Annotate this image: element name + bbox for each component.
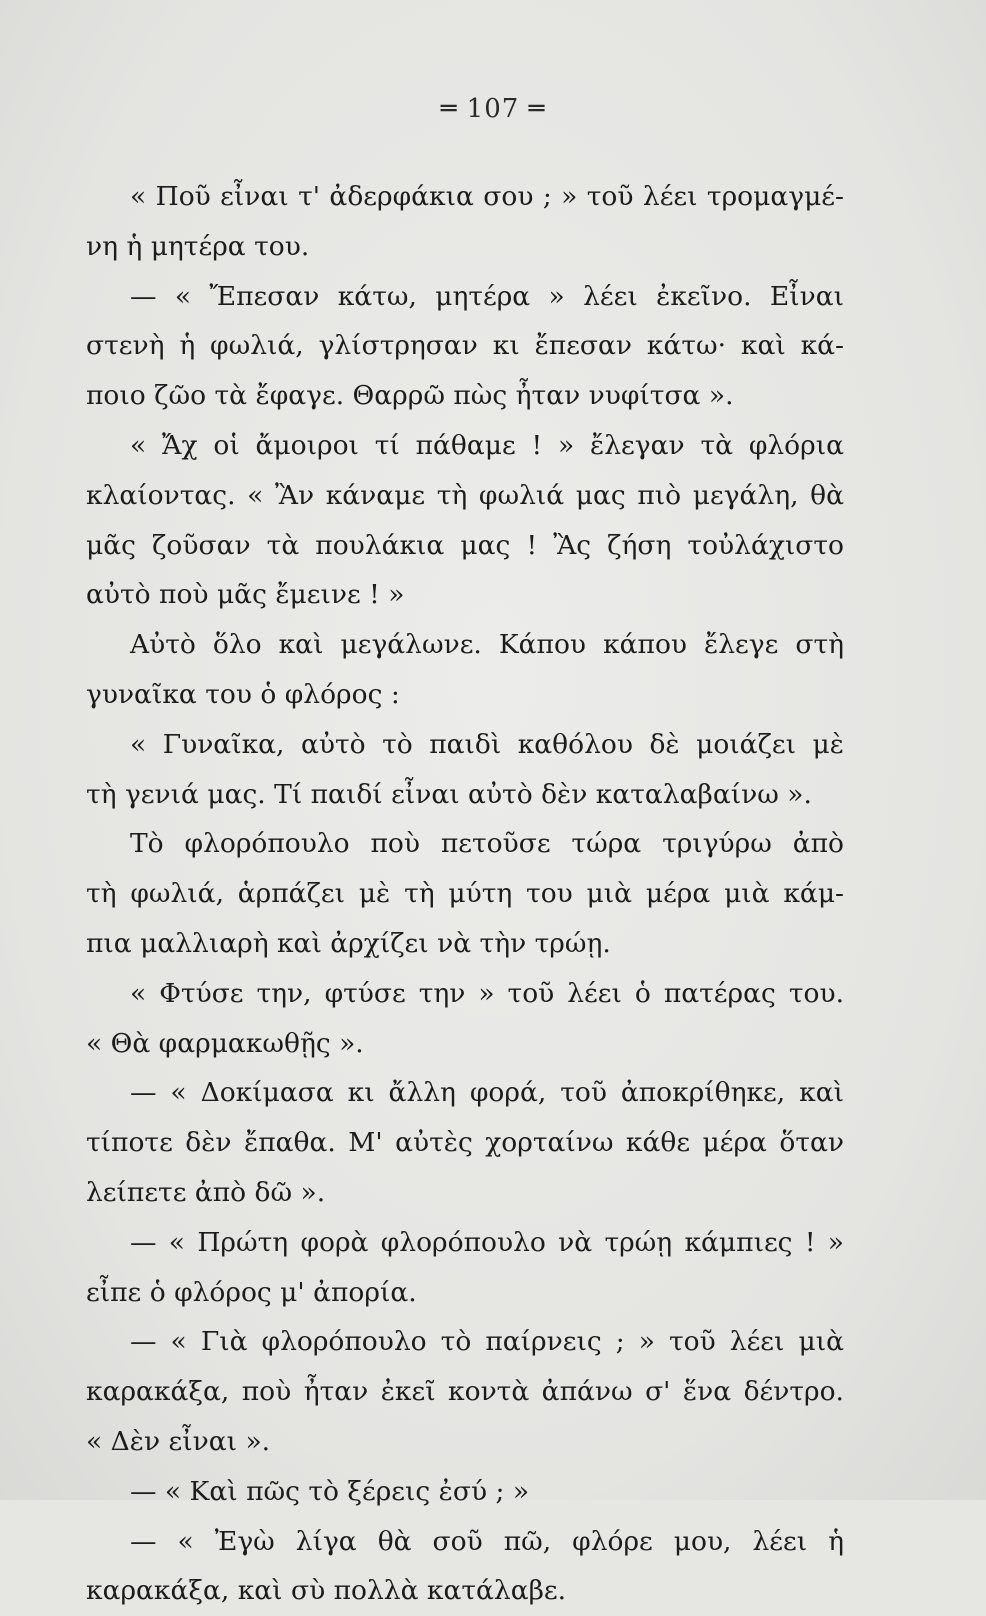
text-line: — « Καὶ πῶς τὸ ξέρεις ἐσύ ; » bbox=[130, 1475, 530, 1507]
text-line: πια μαλλιαρὴ καὶ ἀρχίζει νὰ τὴν τρώῃ. bbox=[86, 927, 611, 959]
text-line: τίποτε δὲν ἔπαθα. Μ' αὐτὲς χορταίνω κάθε μέρα ὅταν bbox=[86, 1127, 844, 1159]
text-line: γυναῖκα του ὁ φλόρος : bbox=[86, 678, 400, 710]
text-line: αὐτὸ ποὺ μᾶς ἔμεινε ! » bbox=[86, 579, 405, 611]
text-line: μᾶς ζοῦσαν τὰ πουλάκια μας ! Ἂς ζήση τοὐλάχιστο bbox=[86, 529, 844, 561]
text-line: « Ποῦ εἶναι τ' ἀδερφάκια σου ; » τοῦ λέει τρομαγμέ- bbox=[130, 181, 844, 212]
text-line: « Δὲν εἶναι ». bbox=[86, 1425, 271, 1457]
text-line: Τὸ φλορόπουλο ποὺ πετοῦσε τώρα τριγύρω ἀπὸ bbox=[130, 828, 844, 860]
text-line: λείπετε ἀπὸ δῶ ». bbox=[86, 1176, 326, 1208]
text-line: καρακάξα, ποὺ ἦταν ἐκεῖ κοντὰ ἀπάνω σ' ἕνα δέντρο. bbox=[86, 1376, 844, 1408]
text-line: — « Ἔπεσαν κάτω, μητέρα » λέει ἐκεῖνο. Εἶναι bbox=[130, 280, 844, 312]
text-line: ποιο ζῶο τὰ ἔφαγε. Θαρρῶ πὼς ἦταν νυφίτσα ». bbox=[86, 380, 734, 412]
text-line: « Θὰ φαρμακωθῇς ». bbox=[86, 1027, 364, 1059]
text-line: στενὴ ἡ φωλιά, γλίστρησαν κι ἔπεσαν κάτω· καὶ κά- bbox=[86, 330, 844, 362]
text-line: — « Ἐγὼ λίγα θὰ σοῦ πῶ, φλόρε μου, λέει ἡ bbox=[130, 1525, 844, 1557]
text-line: Αὐτὸ ὅλο καὶ μεγάλωνε. Κάπου κάπου ἔλεγε στὴ bbox=[130, 629, 844, 661]
text-line: — « Δοκίμασα κι ἄλλη φορά, τοῦ ἀποκρίθηκε, καὶ bbox=[130, 1077, 844, 1109]
text-line: τὴ γενιά μας. Τί παιδί εἶναι αὐτὸ δὲν καταλαβαίνω ». bbox=[86, 778, 812, 810]
text-line: — « Πρώτη φορὰ φλορόπουλο νὰ τρώῃ κάμπιες ! » bbox=[130, 1226, 844, 1258]
page-number: ═ 107 ═ bbox=[440, 94, 546, 124]
text-line: εἶπε ὁ φλόρος μ' ἀπορία. bbox=[86, 1276, 417, 1308]
text-line: « Ἄχ οἱ ἄμοιροι τί πάθαμε ! » ἔλεγαν τὰ φλόρια bbox=[130, 429, 844, 461]
text-line: — « Γιὰ φλορόπουλο τὸ παίρνεις ; » τοῦ λέει μιὰ bbox=[130, 1326, 844, 1358]
text-line: νη ἡ μητέρα του. bbox=[86, 230, 310, 262]
text-line: κλαίοντας. « Ἂν κάναμε τὴ φωλιά μας πιὸ μεγάλη, θὰ bbox=[86, 479, 844, 511]
text-line: τὴ φωλιά, ἁρπάζει μὲ τὴ μύτη του μιὰ μέρα μιὰ κάμ- bbox=[86, 878, 844, 910]
body-text bbox=[86, 172, 844, 1616]
text-line: καρακάξα, καὶ σὺ πολλὰ κατάλαβε. bbox=[86, 1575, 567, 1607]
text-line: « Φτύσε την, φτύσε την » τοῦ λέει ὁ πατέρας του. bbox=[130, 977, 844, 1009]
text-line: « Γυναῖκα, αὐτὸ τὸ παιδὶ καθόλου δὲ μοιάζει μὲ bbox=[130, 728, 844, 760]
